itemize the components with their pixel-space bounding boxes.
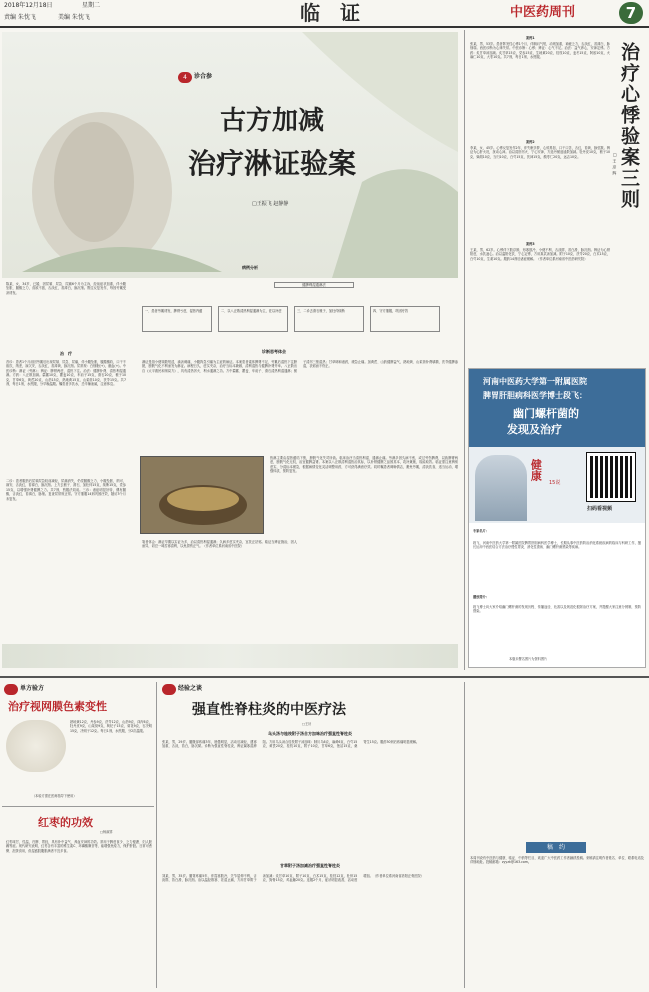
main-title-line2: 治疗淋证验案 [188,147,357,180]
contact-text: 本周刊设有中医药与健康、临证、中药等栏目，欢迎广大中医药工作者踊跃投稿。来稿请注明作者姓名、单位、联系电话及详细地址。投稿邮箱：zyyzk@163.com。 [470,856,644,865]
recipe-text: 熟地黄12克，丹参9克，茯苓12克，山药9克，泽泻6克，牡丹皮9克，山茱萸9克，枸杞子15克，菊花9克，石决明15克，决明子12克。每日1剂，水煎服，分2次温服。 [70,720,152,733]
main-col1b: 二诊：患者服药后尿频尿急较前减轻，尿痛消失，仍觉腰酸乏力，小腹坠胀，纳可，寐安，舌淡红，苔薄白，脉沉细。上方去栀子、滑石，加杜仲15克，续断15克，党参15克，以增强补肾健脾之力。共7剂，煎服法同前。三诊：诸症明显好转，偶有腰酸，舌淡红，苔薄白，脉细。复查尿常规正常。守方继服14剂巩固疗效，随访3个月未复发。 [6,479,126,501]
flow-center: 健脾利湿通淋法 [274,282,354,288]
flow-box-4: 四、守方继服，巩固疗效 [370,306,440,332]
case2-heading: 案例2 [526,140,535,144]
divider-horizontal [0,676,649,678]
as-author: □王针 [302,722,312,726]
badge-label: 诊合参 [194,73,213,81]
recipe-badge [4,684,44,695]
lower-right: 笔者体会：淋证早期以实证为多，治以清热利湿通淋；久病多虚实夹杂，宜扶正祛邪。临证当辨证施治，因人而异，切忌一味苦寒清利，以免损伤正气。（作者单位系河南省中医院） [142,540,297,549]
flow-box-2: 二、以八正散清热利湿通淋为主，佐以补虚 [218,306,288,332]
brief-label: 播放简介： [473,595,489,599]
mid-text: 淋证是指小便频数短涩，滴沥刺痛，小腹拘急引痛为主症的病证。本案患者素体脾肾不足，劳累后湿热下注膀胱，膀胱气化不利而发为淋证。病程日久，虚实夹杂，治疗当标本兼顾，清利湿热与健脾补肾并举。八正散出自《太平惠民和剂局方》，具有清热泻火、利水通淋之功。方中萹蓄、瞿麦、车前子、滑石清热利湿通淋；栀子清泻三焦湿热；甘草调和诸药，缓急止痛。加黄芪、山药健脾益气，熟地黄、山茱萸补肾填精，茯苓健脾渗湿，祛邪而不伤正。 [142,360,458,373]
section-badge [178,72,212,83]
flow-box-1: 一、患者劳累诱发，脾肾亏虚，湿热内蕴 [142,306,212,332]
promo-topic2: 发现及治疗 [507,423,562,436]
flow-title: 病例分析 [242,265,258,270]
experience-badge [162,684,202,695]
lower-text: 热淋主要由湿热蕴结下焦，膀胱气化失司所致。临床治疗当清热利湿、通淋止痛。劳淋多因久病不愈，或过劳伤脾肾，以致脾肾两虚，膀胱气化无权，治宜健脾益肾。本案以八正散清利湿热治其标，以补肾健脾之品固其本，攻补兼施，故能取效。临证需注意辨别虚实，分清标本缓急，根据病情变化灵活调整用药，方可获得满意疗效。同时嘱患者调畅情志，避免劳累，清淡饮食，适当运动，增强体质，预防复发。 [270,456,458,474]
divider-bottom-1 [156,682,157,988]
promo-line1: 河南中医药大学第一附属医院 [483,377,587,386]
recipe-image [6,720,66,772]
badge-number: 4 [178,72,192,83]
main-article [2,32,460,672]
issue-date: 2018年12月18日 [4,2,53,9]
case3-heading: 案例3 [526,242,535,246]
contact-box [468,842,646,988]
bottom-center [160,682,460,988]
main-authors: □王振飞 赵静静 [252,201,289,207]
jujube-author: □杨淑祥 [100,830,113,834]
right-article-title: 治疗心悸验案三则 [618,42,640,210]
doctor-photo [475,455,527,521]
case1-heading: 案例1 [526,36,535,40]
main-intro: 陈某，女，34岁，已婚，因尿频、尿急、尿痛6个月为主诉，经前症状加重，伴小腹坠胀，腰酸乏力，食欲不振，舌淡红，苔薄白，脉沉细。既往反复发作，每因劳累受凉诱发。 [6,282,126,295]
case1-text: 张某，男，53岁。患者阵发性心悸1个月，伴胸闷气短，动则加重，神疲乏力，舌淡红，苔薄白，脉细弱。西医诊断为心律失常。中医诊断：心悸；辨证：心气不足。治法：益气养心，安神定悸。方药：炙甘草汤加减。炙甘草15克，党参15克，生地黄20克，桂枝10克，麦冬15克，阿胶10克，火麻仁10克，大枣10克。共7剂，每日1剂，水煎服。 [470,42,610,60]
case2-text: 李某，女，45岁。心悸反复发作2年，伴失眠多梦，心烦易怒，口干口苦，舌红，苔黄，脉弦数。辨证为心肝火旺，扰动心神。治以清肝泻火、宁心安神，方选丹栀逍遥散加减。牡丹皮10克，栀子10克，柴胡10克，当归10克，白芍15克，茯神15克，酸枣仁20克，远志10克。 [470,146,610,159]
section-title: 临 证 [300,1,360,25]
masthead [0,0,649,28]
recipe-note: （本验方需在医师指导下使用） [32,794,77,798]
herb-photo [140,456,264,534]
recipe-divider [2,806,154,807]
header-rule [0,26,649,28]
flow-box-3: 三、二诊去滑石栀子，加杜仲续断 [294,306,364,332]
promo-line2: 脾胃肝胆病科医学博士段飞： [483,391,587,400]
jujube-text: 红枣味甘，性温，归脾、胃经，具有补中益气、养血安神的功效。常用于脾虚食少、乏力便溏、妇人脏躁等症。现代研究表明，红枣含有丰富的维生素C、环磷酸腺苷等，能增强免疫力，保护肝脏。日常可煮粥、泡茶食用，但湿盛脘腹胀满者不宜多食。 [6,840,152,853]
recipe-badge-label: 单方验方 [20,685,45,693]
main-title-line1: 古方加减 [220,106,325,136]
treat-heading: 治 疗 [60,351,72,356]
image-note: 本版未署名图片为资料图片 [509,657,548,661]
as-title: 强直性脊柱炎的中医疗法 [192,702,346,718]
contact-title: 稿 约 [526,842,586,853]
divider-main-right [464,30,465,670]
qr-code[interactable] [587,453,635,501]
brief-text: 段飞博士向大家介绍幽门螺杆菌的发现历程、传播途径、危害以及规范化根除治疗方案，并提醒大家注意分餐制，预防感染。 [473,605,641,614]
case3-text: 王某，男，62岁。心悸伴下肢浮肿，形寒肢冷，小便不利，舌淡胖，苔白滑，脉沉细。辨证为心肾阳虚，水饮凌心。治以温阳化饮、宁心定悸，方用真武汤加减。附子10克，茯苓20克，白术15克，白芍10克，生姜10克。服药14剂后诸症缓解。（作者单位系河南省中医药研究院） [470,248,610,261]
as-sub1: 乌头汤与桂枝附子汤合方加味治疗强直性脊柱炎 [268,731,352,736]
issue-weekday: 星期二 [82,2,101,9]
as-sub2: 甘草附子汤加减治疗强直性脊柱炎 [280,863,340,868]
jujube-title: 红枣的功效 [38,816,93,829]
experience-badge-label: 经验之谈 [178,685,203,693]
program-logo-sub: 15说 [549,480,561,486]
right-article [468,32,648,362]
doctor-panel [469,447,645,523]
bottom-left [2,682,154,988]
mid-title: 诊断思考体会 [262,349,286,354]
hospital-promo [468,368,646,668]
promo-banner [469,369,645,447]
herbs-in-bowl-icon [141,457,265,535]
left-editor: 责编 朱忱飞 [4,14,36,21]
experience-badge-dot [162,684,176,695]
landscape-strip [2,644,458,668]
left-design: 美编 朱忱飞 [58,14,90,21]
paper-name: 中医药周刊 [510,5,576,20]
promo-topic1: 幽门螺杆菌的 [513,407,579,420]
intro-label: 专家名片： [473,529,489,533]
main-col1: 首诊：患者1个月前因劳累后出现尿频、尿急、尿痛，伴小腹坠胀，腰膝酸软，口干不欲饮，纳差，寐欠安，舌淡红，苔薄黄，脉沉细。尿常规：白细胞(+)，潜血(+)。中医诊断：淋证（劳淋）；辨证：脾肾两虚，湿热下注。治法：健脾补肾，清热利湿通淋。方药：八正散加减。萹蓄10克，瞿麦10克，车前子15克，滑石20克，栀子10克，甘草6克，黄芪20克，山药15克，熟地黄15克，山茱萸10克，茯苓15克。共7剂，每日1剂，水煎服，分早晚温服。嘱患者多饮水，忌辛辣油腻，注意休息。 [6,360,126,387]
intro-text: 段飞，河南中医药大学第一附属医院脾胃肝胆病科医学博士，长期从事中医药防治消化系统疾病的临床与科研工作，擅长运用中西医结合方法治疗慢性胃炎、消化性溃疡、幽门螺杆菌感染等疾病。 [473,541,641,550]
recipe-badge-dot [4,684,18,695]
right-article-author: □王彦辉 [612,152,618,177]
recipe-title: 治疗视网膜色素变性 [8,700,107,713]
program-logo: 健康 [529,459,543,481]
page-number-badge: 7 [619,2,643,24]
as-text1: 张某，男，29岁。腰骶部疼痛3年，晨僵明显，活动后减轻，遇寒加重，舌淡，苔白，脉沉紧。诊断为强直性脊柱炎，辨证属寒湿痹阻。方用乌头汤合桂枝附子汤加味：制川乌6克，麻黄6克，白芍15克，黄芪20克，桂枝10克，附子10克，甘草6克，独活15克，桑寄生15克。服药30剂后疼痛明显缓解。 [162,740,420,749]
scan-video-label: 扫码看视频 [587,506,613,512]
divider-bottom-2 [464,682,465,988]
as-text2: 刘某，男，35岁。腰背疼痛5年，伴畏寒肢冷，关节屈伸不利，舌淡胖，苔白滑，脉沉细。治以温经散寒、祛湿止痛，方用甘草附子汤加减：炙甘草10克，附子10克，白术15克，桂枝12克，杜仲15克，狗脊15克，鸡血藤20克。连服2个月，症状明显改善，活动度增加。（作者单位系河南省洛阳正骨医院） [162,874,424,883]
